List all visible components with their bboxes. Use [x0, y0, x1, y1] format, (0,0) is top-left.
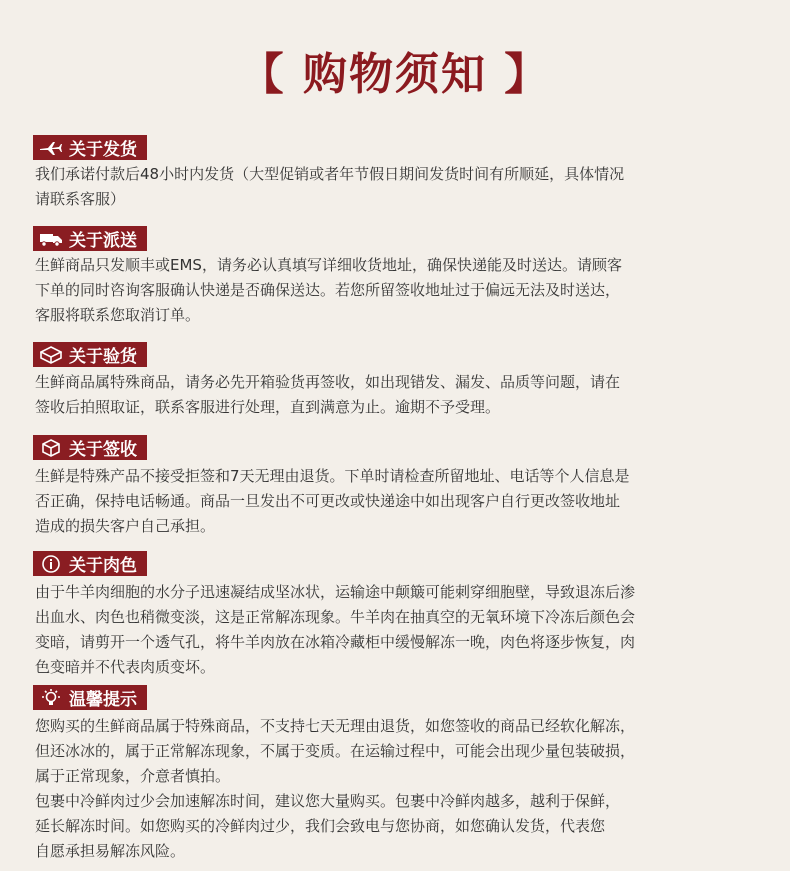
lightbulb-icon — [39, 688, 63, 708]
section-text: 由于牛羊肉细胞的水分子迅速凝结成坚冰状，运输途中颠簸可能刺穿细胞壁，导致退冻后渗 出血水、肉色也稍微变淡，这是正常解冻现象。牛羊肉在抽真空的无氧环境下冷冻后颜色会 变暗，请剪开一个透气孔，将牛羊肉放在冰箱冷藏柜中缓慢解冻一晚，肉色将逐步恢复，肉 色变暗并不代表肉质变坏。 — [35, 582, 636, 676]
section-shipping — [33, 135, 763, 212]
page-title: 【 购物须知 】 — [239, 49, 551, 100]
section-label: 关于发货 — [69, 140, 137, 160]
section-label: 关于派送 — [69, 231, 137, 251]
section-tag-delivery — [33, 226, 147, 251]
section-label: 温馨提示 — [69, 690, 137, 710]
section-label: 关于验货 — [69, 347, 137, 367]
section-text: 我们承诺付款后48小时内发货（大型促销或者年节假日期间发货时间有所顺延，具体情况 请联系客服） — [35, 165, 625, 208]
info-icon — [39, 554, 63, 574]
section-text: 您购买的生鲜商品属于特殊商品，不支持七天无理由退货，如您签收的商品已经软化解冻， 但还冰冰的，属于正常解冻现象，不属于变质。在运输过程中，可能会出现少量包装破损， 属于正常现象，介意者慎拍。 包裹中冷鲜肉过少会加速解冻时间，建议您大量购买。包裹中冷鲜肉越多，越利于保鲜， 延长解冻时间。如您购买的冷鲜肉过少，我们会致电与您协商，如您确认发货，代表您 自愿承担易解冻风险。 — [35, 716, 636, 860]
section-label: 关于签收 — [69, 440, 137, 460]
box-icon — [39, 345, 63, 365]
section-text: 生鲜是特殊产品不接受拒签和7天无理由退货。下单时请检查所留地址、电话等个人信息是 否正确，保持电话畅通。商品一旦发出不可更改或快递途中如出现客户自行更改签收地址 造成的损失客户自己承担。 — [35, 466, 630, 535]
section-tag-meat-color — [33, 551, 147, 576]
section-text: 生鲜商品只发顺丰或EMS，请务必认真填写详细收货地址，确保快递能及时送达。请顾客 下单的同时咨询客服确认快递是否确保送达。若您所留签收地址过于偏远无法及时送达， 客服将联系您取消订单。 — [35, 256, 622, 324]
section-tag-tips — [33, 685, 147, 710]
section-inspection — [33, 342, 763, 420]
truck-icon — [39, 229, 63, 249]
section-tag-receipt — [33, 435, 147, 460]
section-tag-shipping — [33, 135, 147, 160]
section-text: 生鲜商品属特殊商品，请务必先开箱验货再签收，如出现错发、漏发、品质等问题，请在 签收后拍照取证，联系客服进行处理，直到满意为止。逾期不予受理。 — [35, 372, 621, 416]
section-label: 关于肉色 — [69, 556, 137, 576]
section-meat-color — [33, 551, 763, 680]
section-receipt — [33, 435, 763, 539]
package-icon — [39, 438, 63, 458]
section-delivery — [33, 226, 763, 328]
section-tag-inspection — [33, 342, 147, 367]
section-tips — [33, 685, 763, 864]
airplane-icon — [39, 138, 63, 158]
